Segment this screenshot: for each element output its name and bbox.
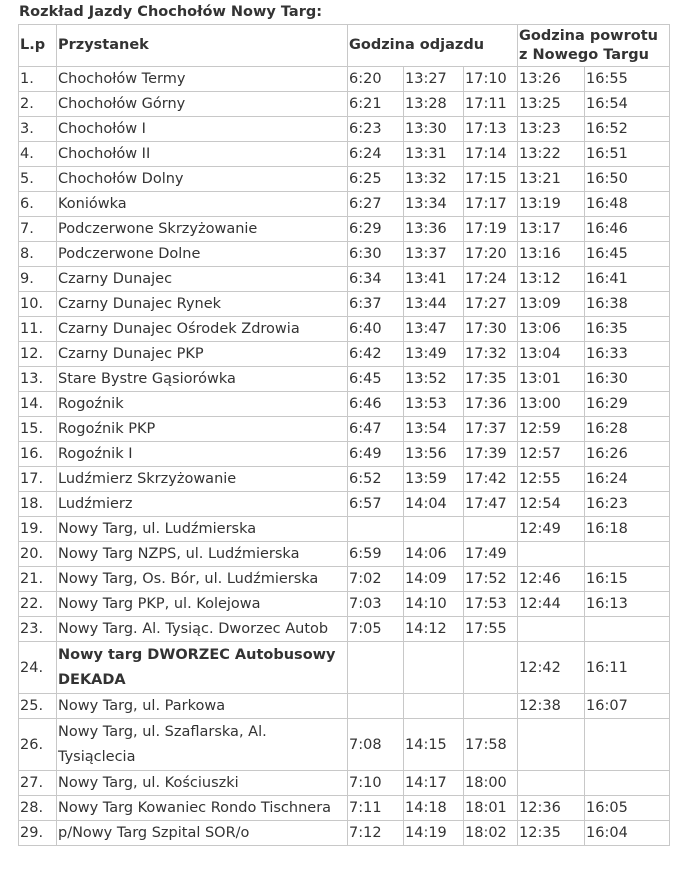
cell-departure-3: 17:37 (464, 417, 518, 442)
cell-departure-3: 17:27 (464, 292, 518, 317)
cell-return-2: 16:13 (585, 592, 670, 617)
cell-lp: 17. (19, 467, 57, 492)
table-row (19, 192, 670, 217)
table-row (19, 92, 670, 117)
page-title: Rozkład Jazdy Chochołów Nowy Targ: (19, 4, 323, 20)
table-row (19, 592, 670, 617)
cell-return-1: 13:23 (518, 117, 585, 142)
cell-return-2 (585, 719, 670, 771)
cell-departure-1: 6:34 (348, 267, 404, 292)
cell-departure-2: 14:19 (404, 821, 464, 846)
cell-departure-2: 13:28 (404, 92, 464, 117)
cell-departure-1: 7:10 (348, 771, 404, 796)
cell-return-2: 16:50 (585, 167, 670, 192)
cell-return-2: 16:11 (585, 642, 670, 694)
cell-departure-2 (404, 694, 464, 719)
cell-stop: Podczerwone Skrzyżowanie (57, 217, 348, 242)
cell-lp: 20. (19, 542, 57, 567)
cell-departure-2: 13:27 (404, 67, 464, 92)
table-row (19, 267, 670, 292)
cell-departure-3: 17:47 (464, 492, 518, 517)
cell-departure-2: 13:32 (404, 167, 464, 192)
header-stop: Przystanek (57, 25, 348, 67)
cell-departure-1: 7:08 (348, 719, 404, 771)
cell-return-1: 12:55 (518, 467, 585, 492)
cell-stop: Nowy Targ Kowaniec Rondo Tischnera (57, 796, 348, 821)
cell-return-2: 16:07 (585, 694, 670, 719)
cell-lp: 25. (19, 694, 57, 719)
cell-departure-1: 6:27 (348, 192, 404, 217)
cell-return-2: 16:54 (585, 92, 670, 117)
cell-return-2: 16:51 (585, 142, 670, 167)
cell-departure-3 (464, 642, 518, 694)
cell-departure-3: 17:39 (464, 442, 518, 467)
cell-return-2: 16:28 (585, 417, 670, 442)
table-row (19, 821, 670, 846)
cell-departure-3: 17:17 (464, 192, 518, 217)
cell-stop: Nowy Targ, ul. Parkowa (57, 694, 348, 719)
cell-departure-2: 13:44 (404, 292, 464, 317)
header-lp: L.p (19, 25, 57, 67)
cell-departure-2: 13:52 (404, 367, 464, 392)
cell-return-2 (585, 617, 670, 642)
cell-departure-2: 14:04 (404, 492, 464, 517)
cell-return-2: 16:23 (585, 492, 670, 517)
cell-departure-1: 6:20 (348, 67, 404, 92)
cell-return-1: 13:22 (518, 142, 585, 167)
cell-departure-1: 6:45 (348, 367, 404, 392)
cell-lp: 19. (19, 517, 57, 542)
cell-lp: 12. (19, 342, 57, 367)
cell-return-1: 13:26 (518, 67, 585, 92)
cell-stop: Rogoźnik PKP (57, 417, 348, 442)
cell-departure-3: 17:20 (464, 242, 518, 267)
cell-return-2: 16:04 (585, 821, 670, 846)
cell-departure-1: 6:59 (348, 542, 404, 567)
header-return-line2: z Nowego Targu (519, 47, 649, 63)
cell-return-1: 12:38 (518, 694, 585, 719)
table-row (19, 617, 670, 642)
cell-lp: 24. (19, 642, 57, 694)
cell-departure-3 (464, 694, 518, 719)
cell-departure-2: 13:53 (404, 392, 464, 417)
cell-departure-1: 6:30 (348, 242, 404, 267)
cell-departure-1: 7:05 (348, 617, 404, 642)
cell-lp: 11. (19, 317, 57, 342)
cell-return-1: 13:19 (518, 192, 585, 217)
cell-departure-3: 17:14 (464, 142, 518, 167)
cell-lp: 15. (19, 417, 57, 442)
cell-return-2: 16:30 (585, 367, 670, 392)
cell-departure-1: 6:25 (348, 167, 404, 192)
cell-return-2: 16:18 (585, 517, 670, 542)
cell-departure-3: 17:11 (464, 92, 518, 117)
cell-departure-1: 7:03 (348, 592, 404, 617)
table-row (19, 719, 670, 771)
cell-stop: Chochołów Termy (57, 67, 348, 92)
cell-departure-2: 14:18 (404, 796, 464, 821)
cell-return-1: 12:46 (518, 567, 585, 592)
cell-return-1: 13:21 (518, 167, 585, 192)
cell-departure-3: 17:55 (464, 617, 518, 642)
cell-departure-3: 17:32 (464, 342, 518, 367)
cell-departure-1: 6:52 (348, 467, 404, 492)
cell-return-1: 13:01 (518, 367, 585, 392)
table-row (19, 217, 670, 242)
table-row (19, 694, 670, 719)
cell-departure-1: 6:46 (348, 392, 404, 417)
cell-departure-1 (348, 517, 404, 542)
cell-departure-2: 14:10 (404, 592, 464, 617)
cell-stop: Nowy Targ, Os. Bór, ul. Ludźmierska (57, 567, 348, 592)
cell-departure-1: 6:49 (348, 442, 404, 467)
cell-return-2: 16:33 (585, 342, 670, 367)
table-row (19, 392, 670, 417)
cell-departure-2: 14:09 (404, 567, 464, 592)
cell-stop: Nowy Targ, ul. Kościuszki (57, 771, 348, 796)
cell-departure-2: 14:17 (404, 771, 464, 796)
cell-return-1: 13:25 (518, 92, 585, 117)
cell-stop: Czarny Dunajec PKP (57, 342, 348, 367)
cell-return-2: 16:46 (585, 217, 670, 242)
cell-lp: 7. (19, 217, 57, 242)
cell-return-1: 12:54 (518, 492, 585, 517)
timetable (18, 24, 670, 846)
cell-departure-1: 6:23 (348, 117, 404, 142)
table-row (19, 167, 670, 192)
cell-departure-3: 17:10 (464, 67, 518, 92)
cell-departure-1: 7:12 (348, 821, 404, 846)
cell-return-2: 16:45 (585, 242, 670, 267)
cell-stop: Nowy Targ PKP, ul. Kolejowa (57, 592, 348, 617)
table-row (19, 317, 670, 342)
header-return (518, 25, 670, 67)
cell-departure-3: 17:13 (464, 117, 518, 142)
cell-lp: 27. (19, 771, 57, 796)
cell-return-1: 13:12 (518, 267, 585, 292)
cell-lp: 1. (19, 67, 57, 92)
cell-departure-3: 17:52 (464, 567, 518, 592)
cell-lp: 4. (19, 142, 57, 167)
cell-return-1: 12:49 (518, 517, 585, 542)
cell-lp: 13. (19, 367, 57, 392)
cell-departure-2: 13:54 (404, 417, 464, 442)
table-row (19, 492, 670, 517)
cell-return-2: 16:15 (585, 567, 670, 592)
cell-departure-2: 13:56 (404, 442, 464, 467)
cell-lp: 14. (19, 392, 57, 417)
cell-return-2: 16:24 (585, 467, 670, 492)
cell-return-2: 16:29 (585, 392, 670, 417)
table-row (19, 117, 670, 142)
cell-stop: Nowy Targ, ul. Ludźmierska (57, 517, 348, 542)
cell-departure-3: 17:35 (464, 367, 518, 392)
cell-return-1 (518, 771, 585, 796)
cell-stop: Koniówka (57, 192, 348, 217)
cell-return-1: 12:44 (518, 592, 585, 617)
table-row (19, 417, 670, 442)
cell-departure-2: 13:41 (404, 267, 464, 292)
cell-lp: 6. (19, 192, 57, 217)
cell-stop: Stare Bystre Gąsiorówka (57, 367, 348, 392)
cell-departure-3: 17:36 (464, 392, 518, 417)
cell-lp: 26. (19, 719, 57, 771)
cell-return-1: 13:17 (518, 217, 585, 242)
cell-departure-1: 6:40 (348, 317, 404, 342)
cell-departure-1: 6:29 (348, 217, 404, 242)
cell-return-2 (585, 542, 670, 567)
cell-return-1 (518, 617, 585, 642)
cell-stop: Rogoźnik I (57, 442, 348, 467)
cell-lp: 23. (19, 617, 57, 642)
cell-departure-3: 17:30 (464, 317, 518, 342)
cell-lp: 3. (19, 117, 57, 142)
cell-departure-2 (404, 642, 464, 694)
cell-departure-3: 17:58 (464, 719, 518, 771)
cell-departure-2: 13:47 (404, 317, 464, 342)
cell-departure-2: 13:30 (404, 117, 464, 142)
cell-return-2: 16:48 (585, 192, 670, 217)
cell-lp: 5. (19, 167, 57, 192)
cell-stop: Nowy Targ NZPS, ul. Ludźmierska (57, 542, 348, 567)
table-row (19, 771, 670, 796)
cell-stop: Podczerwone Dolne (57, 242, 348, 267)
cell-return-1: 13:09 (518, 292, 585, 317)
table-row (19, 467, 670, 492)
cell-lp: 10. (19, 292, 57, 317)
cell-departure-3: 17:15 (464, 167, 518, 192)
cell-return-2: 16:05 (585, 796, 670, 821)
header-departure: Godzina odjazdu (348, 25, 518, 67)
cell-departure-2: 13:37 (404, 242, 464, 267)
cell-departure-3: 17:53 (464, 592, 518, 617)
cell-stop: Rogoźnik (57, 392, 348, 417)
cell-departure-2: 13:31 (404, 142, 464, 167)
cell-stop: Chochołów Górny (57, 92, 348, 117)
cell-departure-1 (348, 694, 404, 719)
table-row (19, 517, 670, 542)
cell-stop: Nowy Targ, ul. Szaflarska, Al. Tysiąclecia (57, 719, 348, 771)
cell-lp: 2. (19, 92, 57, 117)
cell-return-1: 12:57 (518, 442, 585, 467)
table-row (19, 567, 670, 592)
cell-departure-1: 6:47 (348, 417, 404, 442)
cell-departure-1: 6:42 (348, 342, 404, 367)
cell-departure-2: 13:49 (404, 342, 464, 367)
cell-lp: 16. (19, 442, 57, 467)
cell-return-1: 12:36 (518, 796, 585, 821)
cell-return-2: 16:26 (585, 442, 670, 467)
cell-stop: Ludźmierz (57, 492, 348, 517)
cell-departure-3: 18:02 (464, 821, 518, 846)
cell-departure-1: 6:57 (348, 492, 404, 517)
table-row (19, 642, 670, 694)
cell-departure-2: 14:06 (404, 542, 464, 567)
table-row (19, 367, 670, 392)
header-return-line1: Godzina powrotu (519, 28, 658, 44)
table-row (19, 796, 670, 821)
cell-departure-1: 7:11 (348, 796, 404, 821)
table-row (19, 342, 670, 367)
cell-return-1: 12:35 (518, 821, 585, 846)
cell-return-2: 16:35 (585, 317, 670, 342)
cell-return-1: 12:42 (518, 642, 585, 694)
timetable-body (19, 25, 670, 846)
cell-stop: Nowy Targ. Al. Tysiąc. Dworzec Autob (57, 617, 348, 642)
cell-departure-2: 13:36 (404, 217, 464, 242)
cell-return-2: 16:55 (585, 67, 670, 92)
table-row (19, 542, 670, 567)
cell-departure-3: 17:24 (464, 267, 518, 292)
cell-stop: Nowy targ DWORZEC Autobusowy DEKADA (57, 642, 348, 694)
cell-departure-2: 13:34 (404, 192, 464, 217)
cell-departure-1: 6:24 (348, 142, 404, 167)
table-row (19, 142, 670, 167)
cell-return-2: 16:38 (585, 292, 670, 317)
cell-departure-2: 14:15 (404, 719, 464, 771)
cell-lp: 21. (19, 567, 57, 592)
cell-stop: Czarny Dunajec Rynek (57, 292, 348, 317)
cell-departure-3: 17:49 (464, 542, 518, 567)
table-row (19, 292, 670, 317)
cell-return-2: 16:52 (585, 117, 670, 142)
cell-departure-3 (464, 517, 518, 542)
cell-return-1 (518, 542, 585, 567)
cell-return-2 (585, 771, 670, 796)
cell-stop: Ludźmierz Skrzyżowanie (57, 467, 348, 492)
cell-return-1: 13:16 (518, 242, 585, 267)
cell-lp: 18. (19, 492, 57, 517)
cell-departure-1: 6:37 (348, 292, 404, 317)
cell-return-1: 13:00 (518, 392, 585, 417)
cell-departure-2: 14:12 (404, 617, 464, 642)
cell-return-1: 12:59 (518, 417, 585, 442)
cell-lp: 8. (19, 242, 57, 267)
cell-lp: 29. (19, 821, 57, 846)
cell-departure-1 (348, 642, 404, 694)
cell-departure-2 (404, 517, 464, 542)
table-row (19, 67, 670, 92)
cell-departure-3: 17:19 (464, 217, 518, 242)
cell-departure-3: 18:01 (464, 796, 518, 821)
table-row (19, 442, 670, 467)
cell-stop: Chochołów Dolny (57, 167, 348, 192)
cell-lp: 9. (19, 267, 57, 292)
cell-lp: 28. (19, 796, 57, 821)
cell-return-2: 16:41 (585, 267, 670, 292)
cell-lp: 22. (19, 592, 57, 617)
cell-return-1: 13:06 (518, 317, 585, 342)
cell-stop: Czarny Dunajec (57, 267, 348, 292)
cell-departure-3: 17:42 (464, 467, 518, 492)
cell-stop: p/Nowy Targ Szpital SOR/o (57, 821, 348, 846)
cell-stop: Czarny Dunajec Ośrodek Zdrowia (57, 317, 348, 342)
table-row (19, 242, 670, 267)
cell-return-1 (518, 719, 585, 771)
cell-departure-2: 13:59 (404, 467, 464, 492)
cell-stop: Chochołów I (57, 117, 348, 142)
cell-departure-1: 6:21 (348, 92, 404, 117)
table-header-row (19, 25, 670, 67)
cell-departure-1: 7:02 (348, 567, 404, 592)
cell-stop: Chochołów II (57, 142, 348, 167)
cell-return-1: 13:04 (518, 342, 585, 367)
cell-departure-3: 18:00 (464, 771, 518, 796)
